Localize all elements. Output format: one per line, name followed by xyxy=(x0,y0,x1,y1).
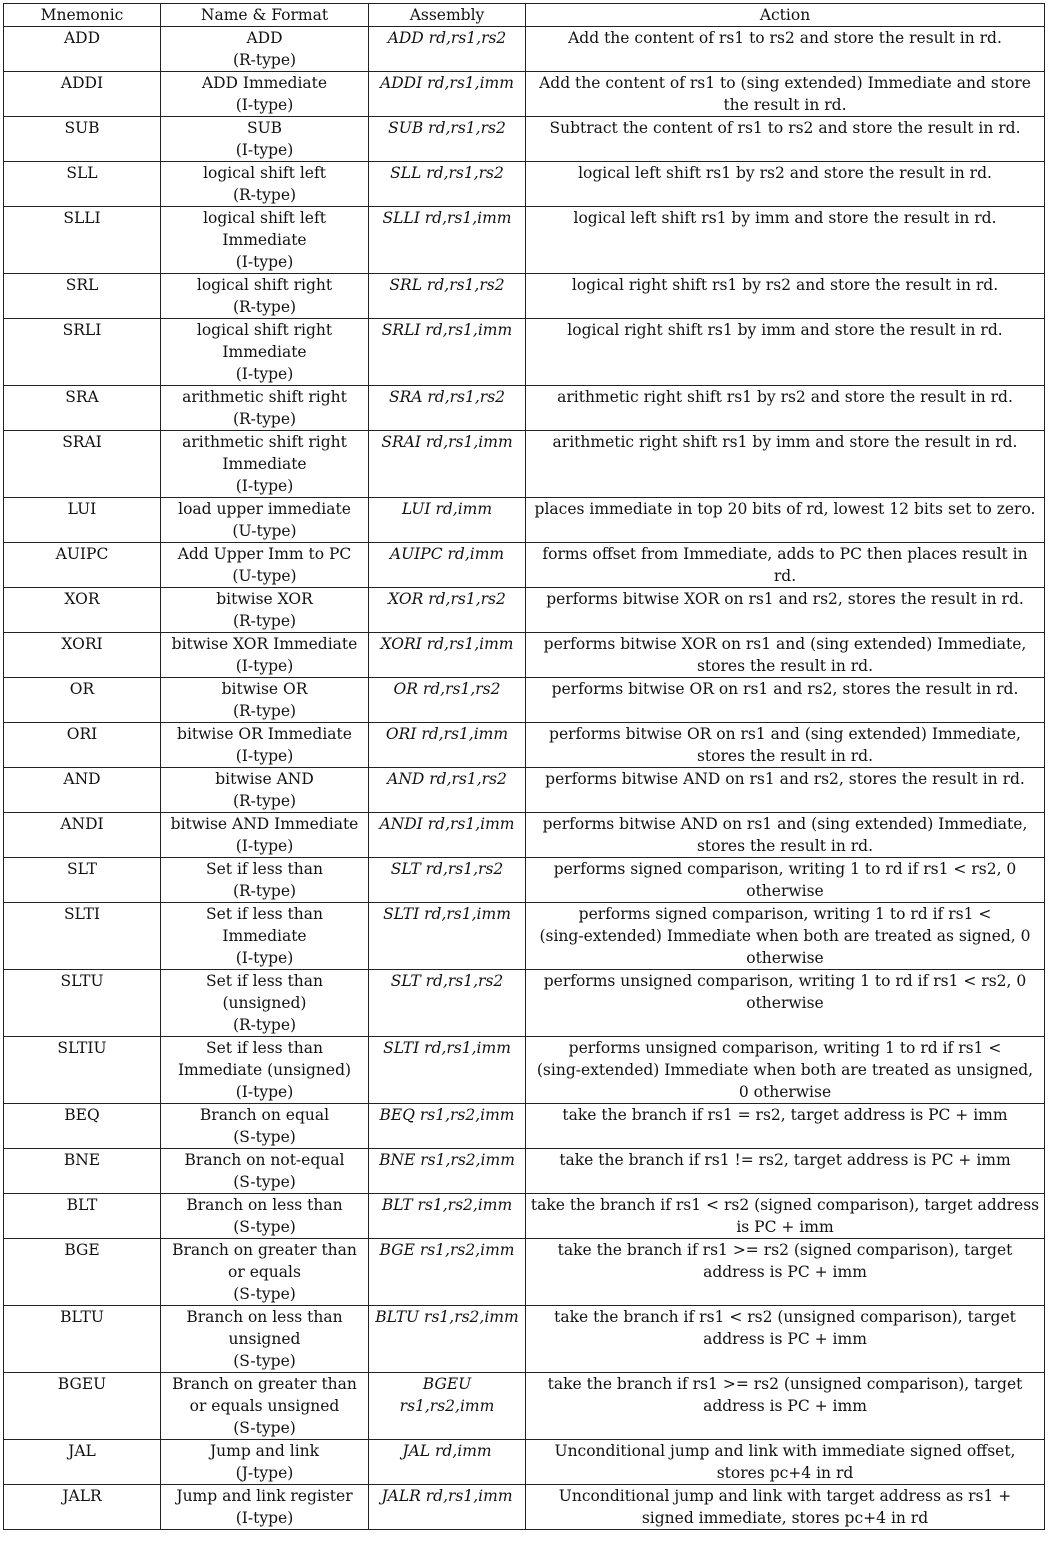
name-format-line: (R-type) xyxy=(232,186,297,204)
action-cell xyxy=(526,678,1045,723)
action-cell xyxy=(526,1194,1045,1239)
name-format-line: Set if less than xyxy=(206,905,323,923)
name-format-cell xyxy=(161,274,369,319)
action-cell xyxy=(526,588,1045,633)
assembly-cell xyxy=(369,903,526,970)
assembly-line: ADDI rd,rs1,imm xyxy=(380,74,514,92)
action-cell xyxy=(526,498,1045,543)
header-mnemonic: Mnemonic xyxy=(4,4,161,27)
assembly-line: AUIPC rd,imm xyxy=(389,545,505,563)
action-line: stores pc+4 in rd xyxy=(716,1464,854,1482)
name-format-cell xyxy=(161,1485,369,1530)
name-format-line: Immediate (unsigned) xyxy=(177,1061,352,1079)
table-row xyxy=(4,970,1045,1037)
assembly-cell xyxy=(369,1037,526,1104)
mnemonic-cell: SUB xyxy=(4,117,161,162)
name-format-line: (I-type) xyxy=(235,1509,294,1527)
assembly-cell xyxy=(369,117,526,162)
name-format-line: Set if less than xyxy=(206,860,323,878)
action-line: stores the result in rd. xyxy=(696,657,874,675)
mnemonic-cell: SRL xyxy=(4,274,161,319)
mnemonic-cell: SRLI xyxy=(4,319,161,386)
action-line: Unconditional jump and link with target address as rs1 + xyxy=(558,1487,1012,1505)
table-row xyxy=(4,1104,1045,1149)
assembly-cell xyxy=(369,1440,526,1485)
table-row xyxy=(4,274,1045,319)
action-line: otherwise xyxy=(746,882,824,900)
assembly-line: AND rd,rs1,rs2 xyxy=(387,770,507,788)
action-line: take the branch if rs1 < rs2 (signed comparison), target address xyxy=(530,1196,1040,1214)
action-cell xyxy=(526,1306,1045,1373)
table-body xyxy=(4,27,1045,1530)
assembly-cell xyxy=(369,274,526,319)
assembly-line: BGEU xyxy=(422,1375,472,1393)
action-cell xyxy=(526,813,1045,858)
table-row xyxy=(4,813,1045,858)
name-format-line: (I-type) xyxy=(235,747,294,765)
action-line: performs signed comparison, writing 1 to rd if rs1 < xyxy=(578,905,992,923)
header-action: Action xyxy=(526,4,1045,27)
action-line: performs bitwise XOR on rs1 and rs2, stores the result in rd. xyxy=(546,590,1024,608)
mnemonic-cell: ANDI xyxy=(4,813,161,858)
assembly-cell xyxy=(369,386,526,431)
name-format-line: bitwise OR xyxy=(221,680,308,698)
mnemonic-cell: ORI xyxy=(4,723,161,768)
assembly-line: ORI rd,rs1,imm xyxy=(385,725,509,743)
action-line: logical right shift rs1 by imm and store the result in rd. xyxy=(567,321,1003,339)
assembly-cell xyxy=(369,498,526,543)
name-format-line: Branch on greater than xyxy=(172,1375,357,1393)
name-format-line: (I-type) xyxy=(235,96,294,114)
assembly-cell xyxy=(369,1149,526,1194)
name-format-cell xyxy=(161,768,369,813)
name-format-cell xyxy=(161,1239,369,1306)
table-row xyxy=(4,1373,1045,1440)
table-row xyxy=(4,678,1045,723)
name-format-line: Branch on greater than xyxy=(172,1241,357,1259)
assembly-line: BLTU rs1,rs2,imm xyxy=(375,1308,519,1326)
action-line: address is PC + imm xyxy=(703,1397,867,1415)
name-format-cell xyxy=(161,1373,369,1440)
name-format-cell xyxy=(161,858,369,903)
name-format-line: (unsigned) xyxy=(222,994,307,1012)
table-row xyxy=(4,903,1045,970)
name-format-line: Branch on not-equal xyxy=(184,1151,345,1169)
action-cell xyxy=(526,633,1045,678)
mnemonic-cell: BGE xyxy=(4,1239,161,1306)
mnemonic-cell: JAL xyxy=(4,1440,161,1485)
name-format-line: unsigned xyxy=(228,1330,301,1348)
action-line: Subtract the content of rs1 to rs2 and store the result in rd. xyxy=(549,119,1021,137)
table-row xyxy=(4,768,1045,813)
name-format-line: (I-type) xyxy=(235,837,294,855)
assembly-line: XOR rd,rs1,rs2 xyxy=(388,590,506,608)
instruction-table xyxy=(3,3,1045,1530)
assembly-line: BLT rs1,rs2,imm xyxy=(381,1196,513,1214)
table-row xyxy=(4,723,1045,768)
name-format-cell xyxy=(161,386,369,431)
assembly-line: rs1,rs2,imm xyxy=(399,1397,495,1415)
assembly-line: SRAI rd,rs1,imm xyxy=(381,433,513,451)
action-cell xyxy=(526,543,1045,588)
table-row xyxy=(4,543,1045,588)
mnemonic-cell: OR xyxy=(4,678,161,723)
name-format-line: Immediate xyxy=(222,455,307,473)
name-format-line: Set if less than xyxy=(206,972,323,990)
mnemonic-cell: SLTI xyxy=(4,903,161,970)
mnemonic-cell: ADDI xyxy=(4,72,161,117)
action-cell xyxy=(526,1485,1045,1530)
table-row xyxy=(4,207,1045,274)
name-format-line: Immediate xyxy=(222,343,307,361)
name-format-line: bitwise OR Immediate xyxy=(177,725,352,743)
action-cell xyxy=(526,431,1045,498)
assembly-line: JALR rd,rs1,imm xyxy=(381,1487,513,1505)
action-cell xyxy=(526,723,1045,768)
name-format-cell xyxy=(161,117,369,162)
name-format-cell xyxy=(161,1306,369,1373)
mnemonic-cell: SLTIU xyxy=(4,1037,161,1104)
assembly-cell xyxy=(369,162,526,207)
name-format-line: (R-type) xyxy=(232,702,297,720)
name-format-cell xyxy=(161,1037,369,1104)
name-format-line: ADD xyxy=(246,29,283,47)
action-line: take the branch if rs1 = rs2, target address is PC + imm xyxy=(562,1106,1008,1124)
name-format-cell xyxy=(161,319,369,386)
assembly-line: SLT rd,rs1,rs2 xyxy=(390,860,504,878)
name-format-line: ADD Immediate xyxy=(201,74,328,92)
mnemonic-cell: LUI xyxy=(4,498,161,543)
assembly-line: BGE rs1,rs2,imm xyxy=(379,1241,515,1259)
table-row xyxy=(4,498,1045,543)
action-line: Unconditional jump and link with immediate signed offset, xyxy=(554,1442,1016,1460)
assembly-cell xyxy=(369,723,526,768)
action-line: performs bitwise AND on rs1 and (sing extended) Immediate, xyxy=(542,815,1028,833)
name-format-line: (S-type) xyxy=(233,1173,296,1191)
action-line: take the branch if rs1 >= rs2 (unsigned comparison), target xyxy=(547,1375,1023,1393)
assembly-line: SRLI rd,rs1,imm xyxy=(381,321,513,339)
table-row xyxy=(4,1149,1045,1194)
name-format-cell xyxy=(161,162,369,207)
assembly-cell xyxy=(369,319,526,386)
name-format-line: (R-type) xyxy=(232,51,297,69)
action-cell xyxy=(526,1373,1045,1440)
assembly-line: ADD rd,rs1,rs2 xyxy=(387,29,507,47)
table-row xyxy=(4,588,1045,633)
mnemonic-cell: BGEU xyxy=(4,1373,161,1440)
action-line: is PC + imm xyxy=(736,1218,834,1236)
name-format-line: arithmetic shift right xyxy=(182,433,347,451)
name-format-line: or equals unsigned xyxy=(189,1397,340,1415)
action-cell xyxy=(526,274,1045,319)
action-cell xyxy=(526,72,1045,117)
name-format-line: logical shift right xyxy=(196,321,333,339)
table-row xyxy=(4,72,1045,117)
name-format-line: or equals xyxy=(228,1263,301,1281)
name-format-cell xyxy=(161,1149,369,1194)
name-format-cell xyxy=(161,1104,369,1149)
name-format-cell xyxy=(161,27,369,72)
assembly-line: SRL rd,rs1,rs2 xyxy=(389,276,505,294)
mnemonic-cell: SRA xyxy=(4,386,161,431)
assembly-cell xyxy=(369,678,526,723)
action-line: forms offset from Immediate, adds to PC then places result in xyxy=(542,545,1028,563)
name-format-line: bitwise XOR xyxy=(216,590,313,608)
name-format-line: Jump and link xyxy=(209,1442,320,1460)
assembly-line: JAL rd,imm xyxy=(402,1442,492,1460)
name-format-line: (R-type) xyxy=(232,792,297,810)
mnemonic-cell: BLT xyxy=(4,1194,161,1239)
assembly-line: BEQ rs1,rs2,imm xyxy=(379,1106,515,1124)
name-format-line: bitwise AND xyxy=(215,770,314,788)
action-cell xyxy=(526,27,1045,72)
name-format-line: (I-type) xyxy=(235,141,294,159)
action-cell xyxy=(526,858,1045,903)
name-format-cell xyxy=(161,723,369,768)
mnemonic-cell: XORI xyxy=(4,633,161,678)
action-line: performs unsigned comparison, writing 1 to rd if rs1 < rs2, 0 xyxy=(543,972,1027,990)
name-format-line: Jump and link register xyxy=(176,1487,353,1505)
action-line: address is PC + imm xyxy=(703,1263,867,1281)
assembly-cell xyxy=(369,1485,526,1530)
name-format-line: (U-type) xyxy=(232,567,297,585)
name-format-line: (I-type) xyxy=(235,365,294,383)
name-format-cell xyxy=(161,72,369,117)
name-format-line: (S-type) xyxy=(233,1128,296,1146)
assembly-line: SLTI rd,rs1,imm xyxy=(383,1039,511,1057)
action-cell xyxy=(526,903,1045,970)
assembly-line: SRA rd,rs1,rs2 xyxy=(388,388,506,406)
name-format-line: logical shift left xyxy=(203,164,326,182)
name-format-cell xyxy=(161,1440,369,1485)
header-assembly: Assembly xyxy=(369,4,526,27)
action-line: take the branch if rs1 != rs2, target address is PC + imm xyxy=(559,1151,1011,1169)
table-row xyxy=(4,1485,1045,1530)
name-format-line: (R-type) xyxy=(232,882,297,900)
action-line: take the branch if rs1 < rs2 (unsigned comparison), target xyxy=(554,1308,1016,1326)
table-row xyxy=(4,319,1045,386)
name-format-line: (U-type) xyxy=(232,522,297,540)
action-line: Add the content of rs1 to rs2 and store the result in rd. xyxy=(568,29,1002,47)
name-format-cell xyxy=(161,970,369,1037)
name-format-cell xyxy=(161,678,369,723)
table-row xyxy=(4,431,1045,498)
action-line: (sing-extended) Immediate when both are treated as signed, 0 xyxy=(539,927,1031,945)
name-format-cell xyxy=(161,207,369,274)
action-line: stores the result in rd. xyxy=(696,747,874,765)
action-line: performs bitwise AND on rs1 and rs2, stores the result in rd. xyxy=(545,770,1025,788)
name-format-line: logical shift left xyxy=(203,209,326,227)
action-line: arithmetic right shift rs1 by rs2 and store the result in rd. xyxy=(557,388,1013,406)
assembly-line: SLLI rd,rs1,imm xyxy=(382,209,512,227)
name-format-line: Branch on less than xyxy=(186,1196,343,1214)
action-line: performs unsigned comparison, writing 1 to rd if rs1 < xyxy=(568,1039,1002,1057)
assembly-cell xyxy=(369,1194,526,1239)
name-format-line: Branch on equal xyxy=(199,1106,330,1124)
mnemonic-cell: JALR xyxy=(4,1485,161,1530)
assembly-cell xyxy=(369,1306,526,1373)
name-format-line: (I-type) xyxy=(235,949,294,967)
assembly-cell xyxy=(369,813,526,858)
action-cell xyxy=(526,970,1045,1037)
table-row xyxy=(4,386,1045,431)
mnemonic-cell: SLLI xyxy=(4,207,161,274)
assembly-line: ANDI rd,rs1,imm xyxy=(379,815,515,833)
assembly-cell xyxy=(369,633,526,678)
action-cell xyxy=(526,1037,1045,1104)
header-name-format: Name & Format xyxy=(161,4,369,27)
name-format-cell xyxy=(161,543,369,588)
name-format-cell xyxy=(161,588,369,633)
name-format-line: load upper immediate xyxy=(178,500,351,518)
name-format-line: (R-type) xyxy=(232,298,297,316)
action-cell xyxy=(526,1440,1045,1485)
table-row xyxy=(4,1037,1045,1104)
mnemonic-cell: SLTU xyxy=(4,970,161,1037)
action-line: stores the result in rd. xyxy=(696,837,874,855)
action-line: performs bitwise OR on rs1 and (sing extended) Immediate, xyxy=(549,725,1021,743)
name-format-cell xyxy=(161,633,369,678)
mnemonic-cell: ADD xyxy=(4,27,161,72)
name-format-line: Set if less than xyxy=(206,1039,323,1057)
name-format-line: (I-type) xyxy=(235,477,294,495)
table-row xyxy=(4,117,1045,162)
name-format-cell xyxy=(161,431,369,498)
action-cell xyxy=(526,386,1045,431)
assembly-cell xyxy=(369,1373,526,1440)
table-row xyxy=(4,162,1045,207)
action-line: performs signed comparison, writing 1 to rd if rs1 < rs2, 0 xyxy=(553,860,1017,878)
name-format-line: (R-type) xyxy=(232,1016,297,1034)
name-format-line: (R-type) xyxy=(232,612,297,630)
mnemonic-cell: BLTU xyxy=(4,1306,161,1373)
name-format-line: (I-type) xyxy=(235,1083,294,1101)
mnemonic-cell: SRAI xyxy=(4,431,161,498)
action-line: 0 otherwise xyxy=(738,1083,832,1101)
assembly-cell xyxy=(369,588,526,633)
name-format-line: bitwise XOR Immediate xyxy=(171,635,358,653)
table-row xyxy=(4,633,1045,678)
assembly-line: SUB rd,rs1,rs2 xyxy=(388,119,506,137)
name-format-line: arithmetic shift right xyxy=(182,388,347,406)
name-format-line: Immediate xyxy=(222,231,307,249)
name-format-line: Immediate xyxy=(222,927,307,945)
mnemonic-cell: AND xyxy=(4,768,161,813)
action-cell xyxy=(526,768,1045,813)
action-line: logical left shift rs1 by imm and store the result in rd. xyxy=(573,209,997,227)
name-format-line: (S-type) xyxy=(233,1419,296,1437)
assembly-line: XORI rd,rs1,imm xyxy=(380,635,514,653)
assembly-cell xyxy=(369,768,526,813)
action-line: address is PC + imm xyxy=(703,1330,867,1348)
table-row xyxy=(4,1306,1045,1373)
action-line: performs bitwise XOR on rs1 and (sing extended) Immediate, xyxy=(543,635,1027,653)
mnemonic-cell: AUIPC xyxy=(4,543,161,588)
table-row xyxy=(4,1440,1045,1485)
name-format-line: Branch on less than xyxy=(186,1308,343,1326)
action-line: the result in rd. xyxy=(723,96,847,114)
assembly-line: LUI rd,imm xyxy=(401,500,493,518)
action-line: (sing-extended) Immediate when both are treated as unsigned, xyxy=(536,1061,1034,1079)
assembly-cell xyxy=(369,543,526,588)
name-format-line: (R-type) xyxy=(232,410,297,428)
assembly-cell xyxy=(369,27,526,72)
assembly-cell xyxy=(369,207,526,274)
table-row xyxy=(4,1239,1045,1306)
name-format-line: logical shift right xyxy=(196,276,333,294)
assembly-cell xyxy=(369,1104,526,1149)
name-format-cell xyxy=(161,903,369,970)
mnemonic-cell: BNE xyxy=(4,1149,161,1194)
mnemonic-cell: SLL xyxy=(4,162,161,207)
action-line: performs bitwise OR on rs1 and rs2, stores the result in rd. xyxy=(551,680,1019,698)
assembly-line: SLT rd,rs1,rs2 xyxy=(390,972,504,990)
table-row xyxy=(4,1194,1045,1239)
action-line: signed immediate, stores pc+4 in rd xyxy=(641,1509,929,1527)
assembly-cell xyxy=(369,431,526,498)
action-line: arithmetic right shift rs1 by imm and store the result in rd. xyxy=(552,433,1018,451)
mnemonic-cell: BEQ xyxy=(4,1104,161,1149)
name-format-line: Add Upper Imm to PC xyxy=(177,545,352,563)
header-row xyxy=(4,4,1045,27)
name-format-cell xyxy=(161,1194,369,1239)
name-format-line: (S-type) xyxy=(233,1285,296,1303)
assembly-line: SLL rd,rs1,rs2 xyxy=(390,164,504,182)
name-format-line: (S-type) xyxy=(233,1218,296,1236)
action-cell xyxy=(526,1149,1045,1194)
action-line: rd. xyxy=(773,567,797,585)
table-row xyxy=(4,27,1045,72)
name-format-line: (J-type) xyxy=(235,1464,294,1482)
action-line: otherwise xyxy=(746,994,824,1012)
action-line: places immediate in top 20 bits of rd, lowest 12 bits set to zero. xyxy=(534,500,1036,518)
action-cell xyxy=(526,207,1045,274)
action-cell xyxy=(526,319,1045,386)
name-format-cell xyxy=(161,498,369,543)
assembly-cell xyxy=(369,858,526,903)
action-cell xyxy=(526,1239,1045,1306)
mnemonic-cell: XOR xyxy=(4,588,161,633)
assembly-line: OR rd,rs1,rs2 xyxy=(393,680,501,698)
assembly-cell xyxy=(369,72,526,117)
action-line: take the branch if rs1 >= rs2 (signed comparison), target xyxy=(557,1241,1013,1259)
name-format-line: (I-type) xyxy=(235,657,294,675)
action-cell xyxy=(526,117,1045,162)
assembly-line: BNE rs1,rs2,imm xyxy=(379,1151,515,1169)
action-cell xyxy=(526,162,1045,207)
action-line: logical left shift rs1 by rs2 and store the result in rd. xyxy=(578,164,992,182)
name-format-line: (S-type) xyxy=(233,1352,296,1370)
name-format-cell xyxy=(161,813,369,858)
assembly-cell xyxy=(369,970,526,1037)
action-line: logical right shift rs1 by rs2 and store the result in rd. xyxy=(571,276,999,294)
mnemonic-cell: SLT xyxy=(4,858,161,903)
name-format-line: SUB xyxy=(246,119,283,137)
action-line: otherwise xyxy=(746,949,824,967)
action-cell xyxy=(526,1104,1045,1149)
action-line: Add the content of rs1 to (sing extended) Immediate and store xyxy=(539,74,1031,92)
name-format-line: (I-type) xyxy=(235,253,294,271)
name-format-line: bitwise AND Immediate xyxy=(170,815,359,833)
assembly-cell xyxy=(369,1239,526,1306)
table-row xyxy=(4,858,1045,903)
assembly-line: SLTI rd,rs1,imm xyxy=(383,905,511,923)
